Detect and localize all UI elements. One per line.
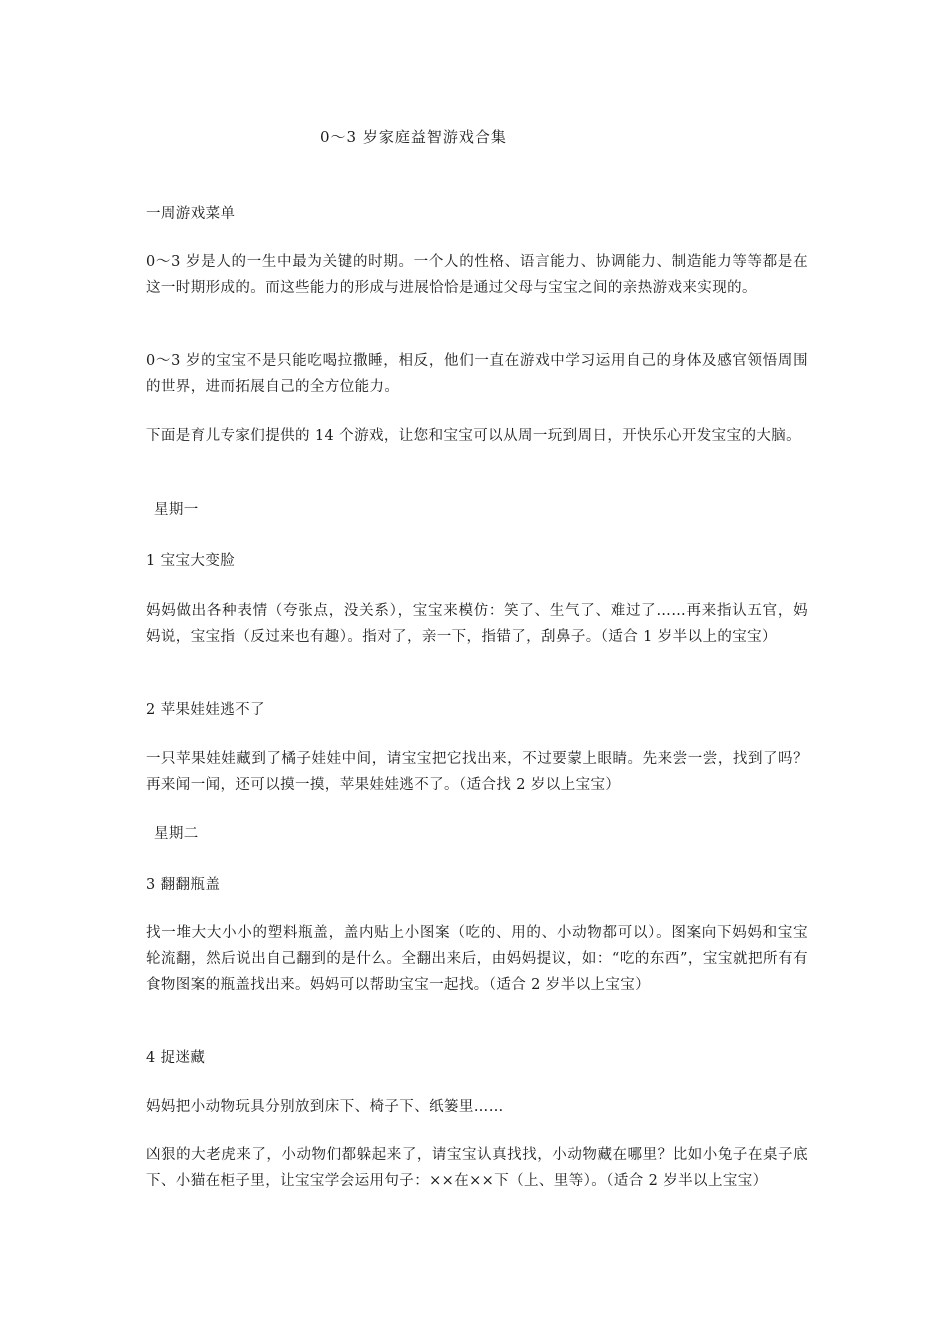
game-title: 4 捉迷藏: [146, 1050, 206, 1066]
intro-paragraph: 0～3 岁的宝宝不是只能吃喝拉撒睡，相反，他们一直在游戏中学习运用自己的身体及感官领悟周围的世界，进而拓展自己的全方位能力。: [146, 353, 808, 395]
game-description: 一只苹果娃娃藏到了橘子娃娃中间，请宝宝把它找出来，不过要蒙上眼睛。先来尝一尝，找到了吗？再来闻一闻，还可以摸一摸，苹果娃娃逃不了。（适合找 2 岁以上宝宝）: [146, 751, 808, 793]
weekday-heading-monday: 星期一: [154, 502, 199, 518]
game-description: 妈妈做出各种表情（夸张点，没关系），宝宝来模仿：笑了、生气了、难过了……再来指认五官，妈妈说，宝宝指（反过来也有趣）。指对了，亲一下，指错了，刮鼻子。（适合 1 岁半以上的宝宝）: [146, 603, 808, 645]
game-title: 2 苹果娃娃逃不了: [146, 702, 265, 718]
game-title: 1 宝宝大变脸: [146, 553, 236, 569]
document-title: 0～3 岁家庭益智游戏合集: [320, 128, 507, 146]
game-title: 3 翻翻瓶盖: [146, 877, 221, 893]
weekday-heading-tuesday: 星期二: [154, 826, 199, 842]
section-heading: 一周游戏菜单: [146, 206, 236, 222]
intro-paragraph: 0～3 岁是人的一生中最为关键的时期。一个人的性格、语言能力、协调能力、制造能力等等都是在这一时期形成的。而这些能力的形成与进展恰恰是通过父母与宝宝之间的亲热游戏来实现的。: [146, 254, 808, 296]
intro-paragraph: 下面是育儿专家们提供的 14 个游戏，让您和宝宝可以从周一玩到周日，开快乐心开发宝宝的大脑。: [146, 428, 802, 444]
game-description: 凶狠的大老虎来了，小动物们都躲起来了，请宝宝认真找找，小动物藏在哪里？比如小兔子在桌子底下、小猫在柜子里，让宝宝学会运用句子：××在××下（上、里等）。（适合 2 岁半以上宝宝）: [146, 1147, 808, 1189]
game-description: 找一堆大大小小的塑料瓶盖，盖内贴上小图案（吃的、用的、小动物都可以）。图案向下妈妈和宝宝轮流翻，然后说出自己翻到的是什么。全翻出来后，由妈妈提议，如：“吃的东西”，宝宝就把所有有食物图案的瓶盖找出来。妈妈可以帮助宝宝一起找。（适合 2 岁半以上宝宝）: [146, 925, 808, 993]
game-description: 妈妈把小动物玩具分别放到床下、椅子下、纸篓里……: [146, 1099, 504, 1115]
